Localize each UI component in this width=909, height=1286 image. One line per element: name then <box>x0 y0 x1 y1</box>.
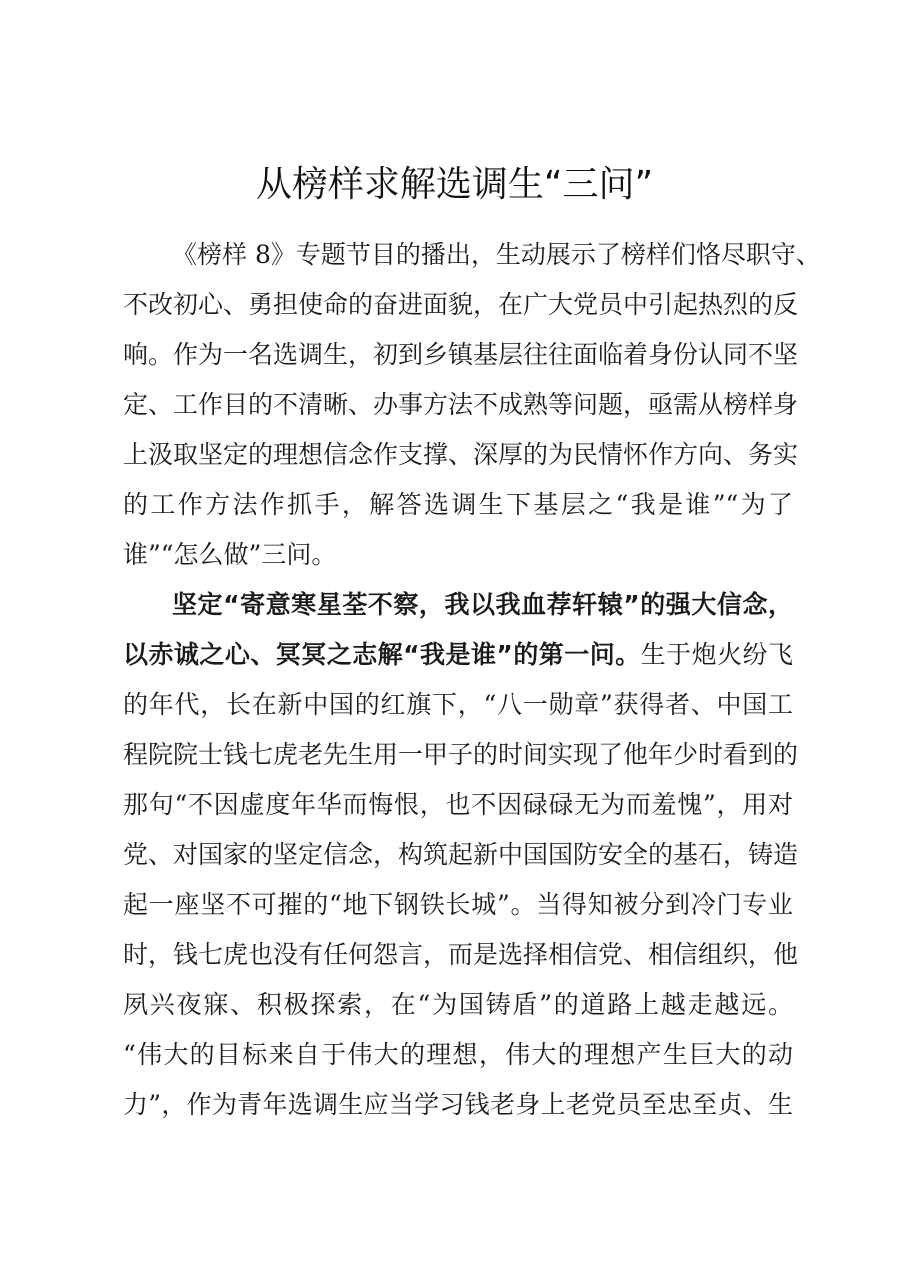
paragraph-line: 不改初心、勇担使命的奋进面貌，在广大党员中引起热烈的反 <box>123 290 799 319</box>
paragraph-line: 谁”“怎么做”三问。 <box>123 540 337 569</box>
paragraph-bold-text: 以赤诚之心、冥冥之志解“我是谁”的第一问。 <box>123 640 641 669</box>
paragraph-bold-line: 坚定“寄意寒星荃不察，我以我血荐轩辕”的强大信念， <box>172 590 793 619</box>
paragraph-line: 起一座坚不可摧的“地下钢铁长城”。当得知被分到冷门专业 <box>123 890 793 919</box>
paragraph-line: 上汲取坚定的理想信念作支撑、深厚的为民情怀作方向、务实 <box>123 440 799 469</box>
paragraph-line: 《榜样 8》专题节目的播出，生动展示了榜样们恪尽职守、 <box>172 240 821 269</box>
paragraph-line: 时，钱七虎也没有任何怨言，而是选择相信党、相信组织，他 <box>123 940 799 969</box>
paragraph-line: 程院院士钱七虎老先生用一甲子的时间实现了他年少时看到的 <box>123 740 799 769</box>
paragraph-line: 力”，作为青年选调生应当学习钱老身上老党员至忠至贞、生 <box>123 1090 793 1119</box>
paragraph-line: 响。作为一名选调生，初到乡镇基层往往面临着身份认同不坚 <box>123 340 799 369</box>
paragraph-line: 的年代，长在新中国的红旗下，“八一勋章”获得者、中国工 <box>123 690 793 719</box>
paragraph-line: 的工作方法作抓手，解答选调生下基层之“我是谁”“为了 <box>123 490 793 519</box>
paragraph-mixed-line <box>123 636 793 674</box>
paragraph-text: 生于炮火纷飞 <box>640 640 793 669</box>
paragraph-line: 定、工作目的不清晰、办事方法不成熟等问题，亟需从榜样身 <box>123 390 799 419</box>
paragraph-line: 党、对国家的坚定信念，构筑起新中国国防安全的基石，铸造 <box>123 840 799 869</box>
paragraph-line: “伟大的目标来自于伟大的理想，伟大的理想产生巨大的动 <box>123 1040 793 1069</box>
document-title: 从榜样求解选调生“三问” <box>255 164 654 205</box>
paragraph-line: 夙兴夜寐、积极探索，在“为国铸盾”的道路上越走越远。 <box>123 990 793 1019</box>
paragraph-line: 那句“不因虚度年华而悔恨，也不因碌碌无为而羞愧”，用对 <box>123 790 793 819</box>
